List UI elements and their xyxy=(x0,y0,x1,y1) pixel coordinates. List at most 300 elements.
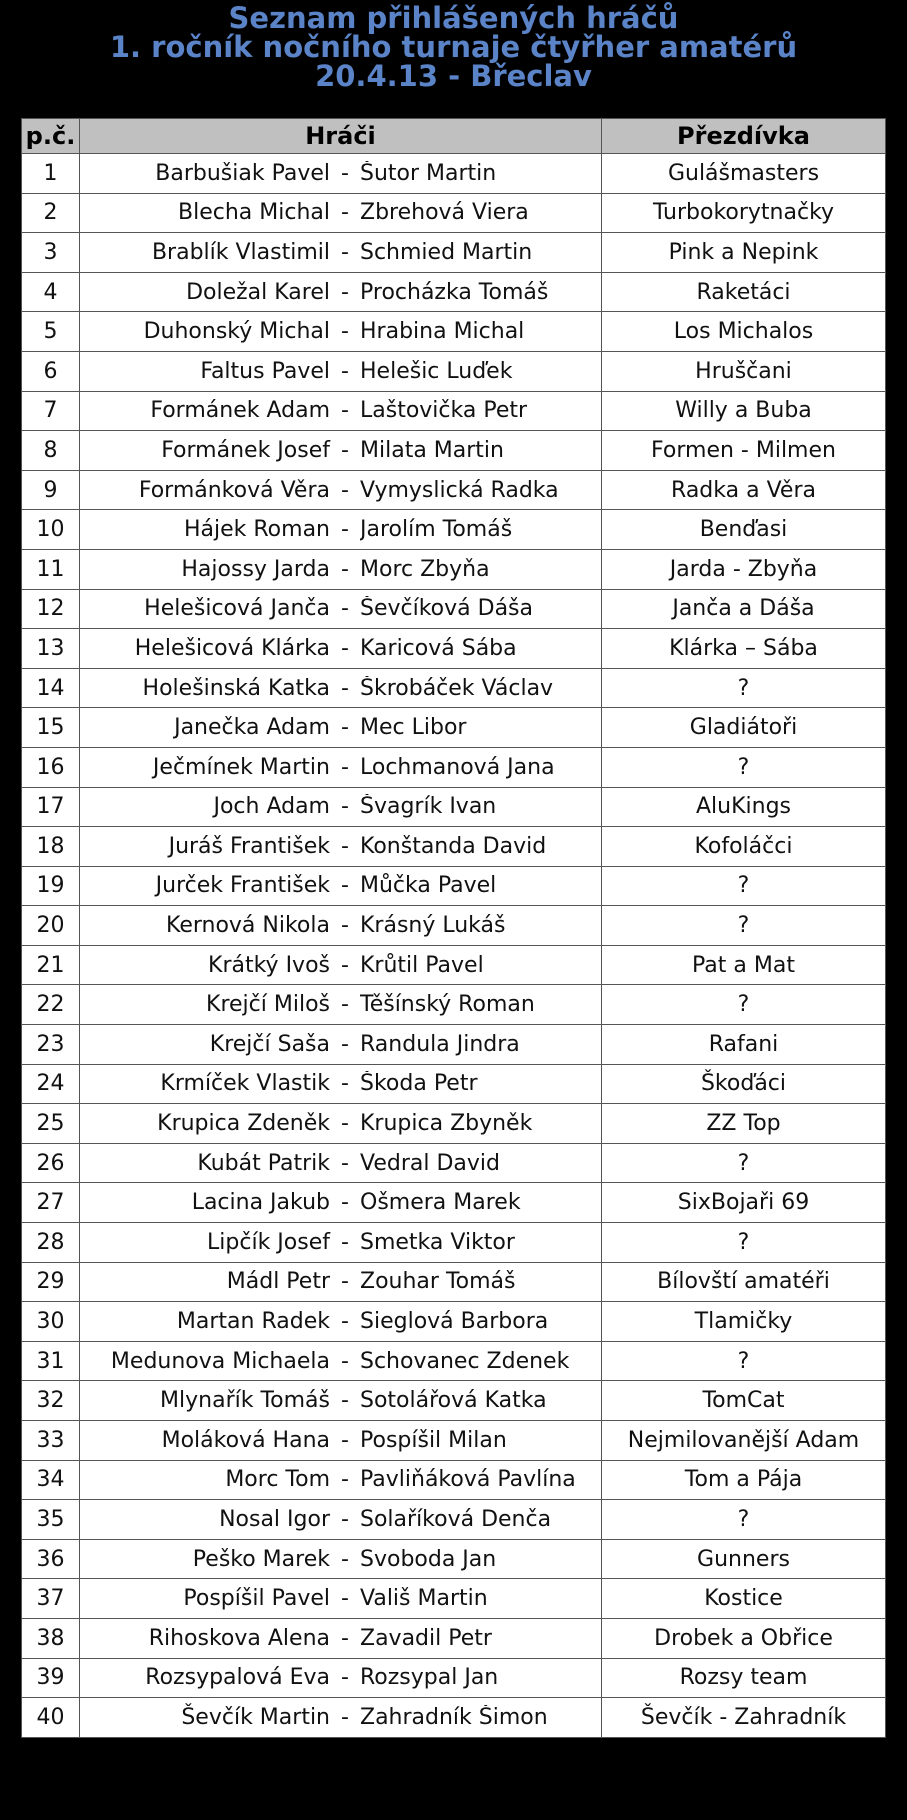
player-pair xyxy=(80,319,601,344)
row-number: 4 xyxy=(22,272,80,312)
player-one: Jurček František xyxy=(155,873,330,899)
player-one: Lipčík Josef xyxy=(207,1229,330,1255)
team-nickname: ZZ Top xyxy=(602,1104,886,1144)
player-one: Krejčí Miloš xyxy=(206,992,330,1018)
player-one: Juráš František xyxy=(168,833,330,859)
pair-separator: - xyxy=(341,1586,349,1612)
row-number: 13 xyxy=(22,629,80,669)
team-nickname: ? xyxy=(602,1143,886,1183)
players-cell xyxy=(80,510,602,550)
players-cell xyxy=(80,233,602,273)
pair-separator: - xyxy=(341,675,349,701)
players-cell xyxy=(80,1618,602,1658)
row-number: 20 xyxy=(22,906,80,946)
table-row xyxy=(22,470,886,510)
player-one: Ječmínek Martin xyxy=(152,754,330,780)
team-nickname: SixBojaři 69 xyxy=(602,1183,886,1223)
row-number: 7 xyxy=(22,391,80,431)
players-cell xyxy=(80,866,602,906)
player-pair xyxy=(80,992,601,1017)
player-pair xyxy=(80,1626,601,1651)
players-cell xyxy=(80,470,602,510)
player-pair xyxy=(80,1230,601,1255)
team-nickname: Benďasi xyxy=(602,510,886,550)
players-cell xyxy=(80,629,602,669)
players-cell xyxy=(80,985,602,1025)
player-two: Rozsypal Jan xyxy=(360,1665,499,1691)
pair-separator: - xyxy=(341,279,349,305)
player-pair xyxy=(80,676,601,701)
row-number: 17 xyxy=(22,787,80,827)
pair-separator: - xyxy=(341,239,349,265)
team-nickname: Turbokorytnačky xyxy=(602,193,886,233)
player-two: Solaříková Denča xyxy=(360,1506,552,1532)
team-nickname: Rozsy team xyxy=(602,1658,886,1698)
player-two: Mec Libor xyxy=(360,715,467,741)
players-cell xyxy=(80,1064,602,1104)
table-row xyxy=(22,708,886,748)
table-row xyxy=(22,1025,886,1065)
player-two: Švagrík Ivan xyxy=(360,794,497,820)
pair-separator: - xyxy=(341,1190,349,1216)
team-nickname: Rafani xyxy=(602,1025,886,1065)
row-number: 29 xyxy=(22,1262,80,1302)
player-one: Nosal Igor xyxy=(219,1506,330,1532)
row-number: 34 xyxy=(22,1460,80,1500)
players-cell xyxy=(80,1698,602,1738)
pair-separator: - xyxy=(341,477,349,503)
row-number: 25 xyxy=(22,1104,80,1144)
table-row xyxy=(22,549,886,589)
players-cell xyxy=(80,391,602,431)
row-number: 6 xyxy=(22,351,80,391)
row-number: 33 xyxy=(22,1421,80,1461)
players-cell xyxy=(80,589,602,629)
table-row xyxy=(22,312,886,352)
player-two: Schovanec Zdenek xyxy=(360,1348,570,1374)
player-two: Krůtil Pavel xyxy=(360,952,484,978)
title-line-3: 20.4.13 - Břeclav xyxy=(315,59,592,93)
table-row xyxy=(22,431,886,471)
player-two: Pospíšil Milan xyxy=(360,1427,507,1453)
players-cell xyxy=(80,1262,602,1302)
table-row xyxy=(22,391,886,431)
player-pair xyxy=(80,1586,601,1611)
player-one: Duhonský Michal xyxy=(143,319,330,345)
pair-separator: - xyxy=(341,1229,349,1255)
player-two: Sieglová Barbora xyxy=(360,1309,549,1335)
players-cell xyxy=(80,1223,602,1263)
table-row xyxy=(22,193,886,233)
pair-separator: - xyxy=(341,1546,349,1572)
pair-separator: - xyxy=(341,1625,349,1651)
team-nickname: ? xyxy=(602,985,886,1025)
pair-separator: - xyxy=(341,1269,349,1295)
team-nickname: Gunners xyxy=(602,1539,886,1579)
player-two: Ševčíková Dáša xyxy=(360,596,534,622)
table-row xyxy=(22,827,886,867)
pair-separator: - xyxy=(341,1071,349,1097)
row-number: 27 xyxy=(22,1183,80,1223)
player-two: Lochmanová Jana xyxy=(360,754,555,780)
players-cell xyxy=(80,1421,602,1461)
players-cell xyxy=(80,1539,602,1579)
players-cell xyxy=(80,668,602,708)
table-row xyxy=(22,1658,886,1698)
player-two: Těšínský Roman xyxy=(360,992,535,1018)
pair-separator: - xyxy=(341,437,349,463)
team-nickname: Pink a Nepink xyxy=(602,233,886,273)
pair-separator: - xyxy=(341,1309,349,1335)
table-row xyxy=(22,1421,886,1461)
player-pair xyxy=(80,1705,601,1730)
pair-separator: - xyxy=(341,992,349,1018)
pair-separator: - xyxy=(341,794,349,820)
player-pair xyxy=(80,953,601,978)
table-row xyxy=(22,1539,886,1579)
team-nickname: Škoďáci xyxy=(602,1064,886,1104)
player-one: Joch Adam xyxy=(213,794,330,820)
pair-separator: - xyxy=(341,1665,349,1691)
table-row xyxy=(22,1104,886,1144)
player-two: Vedral David xyxy=(360,1150,500,1176)
title-line-1: Seznam přihlášených hráčů xyxy=(228,1,679,35)
team-nickname: Ševčík - Zahradník xyxy=(602,1698,886,1738)
row-number: 31 xyxy=(22,1341,80,1381)
player-one: Medunova Michaela xyxy=(110,1348,330,1374)
pair-separator: - xyxy=(341,873,349,899)
team-nickname: Willy a Buba xyxy=(602,391,886,431)
team-nickname: ? xyxy=(602,1500,886,1540)
row-number: 10 xyxy=(22,510,80,550)
table-row xyxy=(22,1262,886,1302)
player-two: Krásný Lukáš xyxy=(360,913,506,939)
table-row xyxy=(22,1381,886,1421)
player-one: Kubát Patrik xyxy=(197,1150,330,1176)
header-players: Hráči xyxy=(80,119,602,154)
row-number: 23 xyxy=(22,1025,80,1065)
player-one: Krupica Zdeněk xyxy=(157,1111,330,1137)
table-row xyxy=(22,1500,886,1540)
player-one: Formánek Adam xyxy=(150,398,330,424)
team-nickname: ? xyxy=(602,1223,886,1263)
players-cell xyxy=(80,351,602,391)
player-two: Morc Zbyňa xyxy=(360,556,490,582)
page-title xyxy=(0,1,907,93)
player-one: Krejčí Saša xyxy=(209,1031,330,1057)
table-row xyxy=(22,1143,886,1183)
pair-separator: - xyxy=(341,200,349,226)
team-nickname: Formen - Milmen xyxy=(602,431,886,471)
players-cell xyxy=(80,272,602,312)
player-pair xyxy=(80,398,601,423)
player-pair xyxy=(80,557,601,582)
row-number: 21 xyxy=(22,945,80,985)
players-table xyxy=(21,118,886,1738)
table-row xyxy=(22,1064,886,1104)
team-nickname: Klárka – Sába xyxy=(602,629,886,669)
team-nickname: AluKings xyxy=(602,787,886,827)
player-pair xyxy=(80,478,601,503)
pair-separator: - xyxy=(341,1388,349,1414)
row-number: 32 xyxy=(22,1381,80,1421)
player-pair xyxy=(80,240,601,265)
players-cell xyxy=(80,906,602,946)
row-number: 37 xyxy=(22,1579,80,1619)
pair-separator: - xyxy=(341,1150,349,1176)
team-nickname: Drobek a Obřice xyxy=(602,1618,886,1658)
player-one: Rihoskova Alena xyxy=(148,1625,330,1651)
players-cell xyxy=(80,549,602,589)
table-row xyxy=(22,1698,886,1738)
player-pair xyxy=(80,1032,601,1057)
team-nickname: Gladiátoři xyxy=(602,708,886,748)
player-pair xyxy=(80,873,601,898)
player-one: Rozsypalová Eva xyxy=(145,1665,330,1691)
pair-separator: - xyxy=(341,398,349,424)
player-pair xyxy=(80,1428,601,1453)
player-one: Holešinská Katka xyxy=(142,675,330,701)
table-row xyxy=(22,1460,886,1500)
player-one: Mlynařík Tomáš xyxy=(160,1388,330,1414)
table-body xyxy=(22,154,886,1738)
player-two: Schmied Martin xyxy=(360,239,533,265)
players-cell xyxy=(80,1460,602,1500)
players-cell xyxy=(80,708,602,748)
team-nickname: Kostice xyxy=(602,1579,886,1619)
row-number: 24 xyxy=(22,1064,80,1104)
player-two: Procházka Tomáš xyxy=(360,279,549,305)
pair-separator: - xyxy=(341,833,349,859)
player-two: Laštovička Petr xyxy=(360,398,528,424)
player-two: Vališ Martin xyxy=(360,1586,488,1612)
team-nickname: Tom a Pája xyxy=(602,1460,886,1500)
player-pair xyxy=(80,715,601,740)
players-cell xyxy=(80,1143,602,1183)
player-one: Blecha Michal xyxy=(178,200,330,226)
pair-separator: - xyxy=(341,715,349,741)
player-pair xyxy=(80,161,601,186)
player-pair xyxy=(80,1111,601,1136)
row-number: 3 xyxy=(22,233,80,273)
table-row xyxy=(22,510,886,550)
row-number: 35 xyxy=(22,1500,80,1540)
table-row xyxy=(22,589,886,629)
player-one: Helešicová Klárka xyxy=(134,635,330,661)
title-line-2: 1. ročník nočního turnaje čtyřher amatérů xyxy=(109,30,798,64)
players-cell xyxy=(80,1579,602,1619)
pair-separator: - xyxy=(341,358,349,384)
player-two: Konštanda David xyxy=(360,833,547,859)
row-number: 1 xyxy=(22,154,80,194)
table-row xyxy=(22,1183,886,1223)
players-cell xyxy=(80,312,602,352)
pair-separator: - xyxy=(341,596,349,622)
table-row xyxy=(22,351,886,391)
players-cell xyxy=(80,1025,602,1065)
row-number: 40 xyxy=(22,1698,80,1738)
player-pair xyxy=(80,1388,601,1413)
team-nickname: ? xyxy=(602,668,886,708)
team-nickname: Jarda - Zbyňa xyxy=(602,549,886,589)
player-pair xyxy=(80,636,601,661)
player-two: Krupica Zbyněk xyxy=(360,1111,533,1137)
player-pair xyxy=(80,1349,601,1374)
row-number: 14 xyxy=(22,668,80,708)
players-cell xyxy=(80,787,602,827)
table-row xyxy=(22,1579,886,1619)
players-cell xyxy=(80,193,602,233)
players-cell xyxy=(80,1658,602,1698)
player-two: Jarolím Tomáš xyxy=(360,517,513,543)
row-number: 15 xyxy=(22,708,80,748)
row-number: 28 xyxy=(22,1223,80,1263)
player-two: Hrabina Michal xyxy=(360,319,525,345)
team-nickname: Bílovští amatéři xyxy=(602,1262,886,1302)
player-two: Svoboda Jan xyxy=(360,1546,497,1572)
row-number: 18 xyxy=(22,827,80,867)
table-row xyxy=(22,668,886,708)
row-number: 36 xyxy=(22,1539,80,1579)
players-cell xyxy=(80,154,602,194)
player-pair xyxy=(80,1190,601,1215)
team-nickname: Los Michalos xyxy=(602,312,886,352)
pair-separator: - xyxy=(341,1348,349,1374)
team-nickname: ? xyxy=(602,747,886,787)
table-row xyxy=(22,906,886,946)
row-number: 9 xyxy=(22,470,80,510)
player-one: Janečka Adam xyxy=(174,715,330,741)
pair-separator: - xyxy=(341,1031,349,1057)
player-one: Peško Marek xyxy=(192,1546,330,1572)
player-pair xyxy=(80,596,601,621)
table-row xyxy=(22,1302,886,1342)
player-two: Zouhar Tomáš xyxy=(360,1269,516,1295)
player-two: Šutor Martin xyxy=(360,160,497,186)
team-nickname: Tlamičky xyxy=(602,1302,886,1342)
pair-separator: - xyxy=(341,1467,349,1493)
pair-separator: - xyxy=(341,952,349,978)
player-one: Formánek Josef xyxy=(161,437,330,463)
pair-separator: - xyxy=(341,635,349,661)
team-nickname: ? xyxy=(602,1341,886,1381)
player-one: Krátký Ivoš xyxy=(208,952,330,978)
header-nickname: Přezdívka xyxy=(602,119,886,154)
table-row xyxy=(22,787,886,827)
row-number: 12 xyxy=(22,589,80,629)
players-cell xyxy=(80,1381,602,1421)
table-row xyxy=(22,945,886,985)
players-cell xyxy=(80,1302,602,1342)
player-one: Moláková Hana xyxy=(161,1427,330,1453)
player-two: Pavliňáková Pavlína xyxy=(360,1467,576,1493)
player-one: Morc Tom xyxy=(225,1467,330,1493)
team-nickname: Hruščani xyxy=(602,351,886,391)
pair-separator: - xyxy=(341,754,349,780)
player-pair xyxy=(80,1269,601,1294)
table-row xyxy=(22,629,886,669)
table-row xyxy=(22,154,886,194)
team-nickname: ? xyxy=(602,906,886,946)
row-number: 5 xyxy=(22,312,80,352)
table-header-row xyxy=(22,119,886,154)
players-cell xyxy=(80,827,602,867)
player-pair xyxy=(80,1071,601,1096)
player-two: Zbrehová Viera xyxy=(360,200,529,226)
table-row xyxy=(22,866,886,906)
pair-separator: - xyxy=(341,160,349,186)
pair-separator: - xyxy=(341,1704,349,1730)
row-number: 16 xyxy=(22,747,80,787)
pair-separator: - xyxy=(341,517,349,543)
player-two: Vymyslická Radka xyxy=(360,477,559,503)
player-pair xyxy=(80,755,601,780)
players-cell xyxy=(80,1183,602,1223)
players-cell xyxy=(80,1104,602,1144)
table-row xyxy=(22,272,886,312)
player-pair xyxy=(80,834,601,859)
players-cell xyxy=(80,747,602,787)
row-number: 2 xyxy=(22,193,80,233)
player-one: Helešicová Janča xyxy=(144,596,330,622)
player-two: Sotolářová Katka xyxy=(360,1388,547,1414)
team-nickname: Janča a Dáša xyxy=(602,589,886,629)
team-nickname: Kofoláčci xyxy=(602,827,886,867)
row-number: 30 xyxy=(22,1302,80,1342)
player-pair xyxy=(80,1507,601,1532)
row-number: 39 xyxy=(22,1658,80,1698)
player-two: Karicová Sába xyxy=(360,635,517,661)
pair-separator: - xyxy=(341,319,349,345)
row-number: 8 xyxy=(22,431,80,471)
player-one: Formánková Věra xyxy=(138,477,330,503)
team-nickname: Radka a Věra xyxy=(602,470,886,510)
pair-separator: - xyxy=(341,1111,349,1137)
player-two: Můčka Pavel xyxy=(360,873,497,899)
pair-separator: - xyxy=(341,1427,349,1453)
row-number: 19 xyxy=(22,866,80,906)
player-one: Barbušiak Pavel xyxy=(155,160,330,186)
table-row xyxy=(22,985,886,1025)
player-pair xyxy=(80,1151,601,1176)
player-pair xyxy=(80,1467,601,1492)
player-pair xyxy=(80,1665,601,1690)
player-pair xyxy=(80,913,601,938)
player-pair xyxy=(80,200,601,225)
player-one: Hájek Roman xyxy=(183,517,330,543)
player-one: Brablík Vlastimil xyxy=(151,239,330,265)
team-nickname: ? xyxy=(602,866,886,906)
player-pair xyxy=(80,1309,601,1334)
player-one: Martan Radek xyxy=(176,1309,330,1335)
player-one: Ševčík Martin xyxy=(181,1704,330,1730)
pair-separator: - xyxy=(341,556,349,582)
table-row xyxy=(22,1341,886,1381)
player-one: Doležal Karel xyxy=(186,279,330,305)
player-one: Faltus Pavel xyxy=(200,358,330,384)
player-two: Helešic Luďek xyxy=(360,358,513,384)
player-two: Zahradník Šimon xyxy=(360,1704,548,1730)
player-two: Škrobáček Václav xyxy=(360,675,554,701)
player-one: Kernová Nikola xyxy=(165,913,330,939)
row-number: 11 xyxy=(22,549,80,589)
player-one: Pospíšil Pavel xyxy=(183,1586,330,1612)
player-one: Lacina Jakub xyxy=(191,1190,330,1216)
team-nickname: Raketáci xyxy=(602,272,886,312)
player-pair xyxy=(80,1547,601,1572)
players-cell xyxy=(80,431,602,471)
player-one: Krmíček Vlastik xyxy=(160,1071,330,1097)
